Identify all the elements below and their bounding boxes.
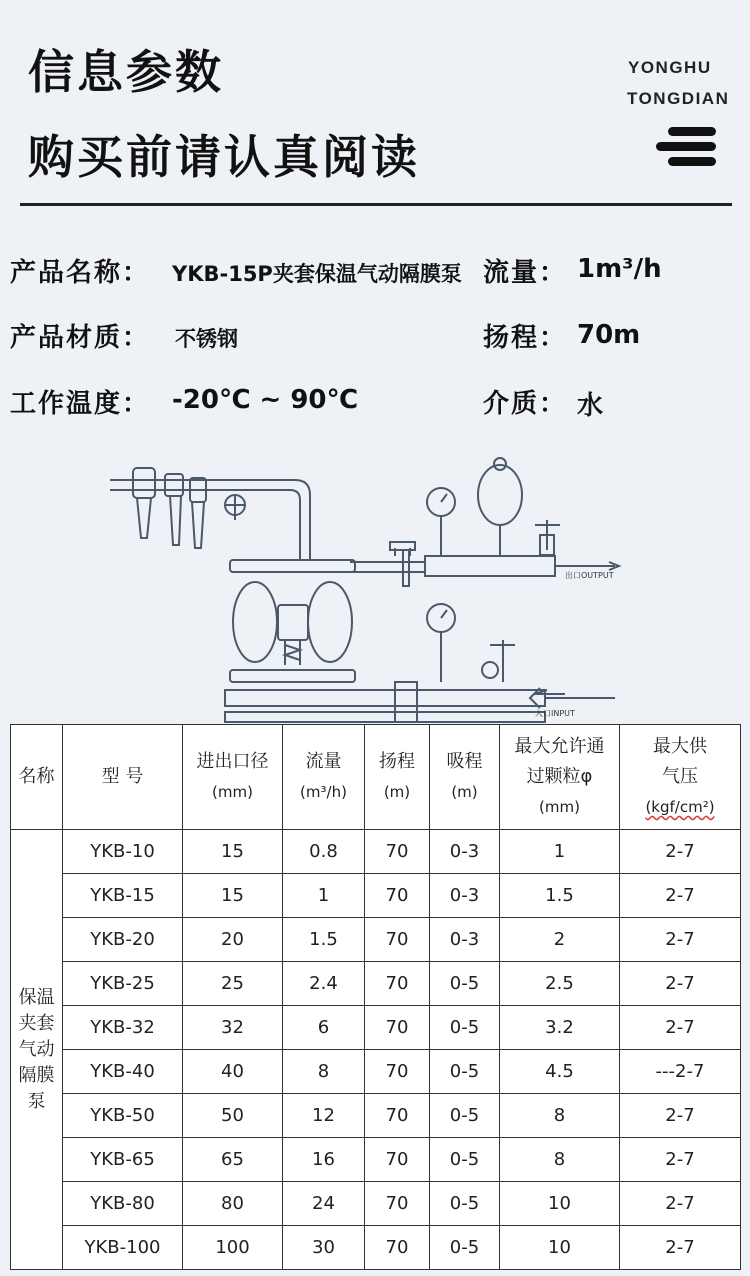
header-model: 型 号 (63, 725, 183, 830)
cell-air: 2-7 (620, 962, 741, 1006)
cell-flow: 0.8 (283, 830, 365, 874)
cell-model: YKB-10 (63, 830, 183, 874)
header-head: 扬程 (m) (365, 725, 430, 830)
cell-suction: 0-5 (430, 1226, 500, 1270)
table-row (11, 1226, 741, 1270)
cell-inlet: 32 (183, 1006, 283, 1050)
medium-value: 水 (577, 391, 604, 421)
cell-inlet: 65 (183, 1138, 283, 1182)
page-title-line1: 信息参数 (28, 45, 224, 99)
cell-air: 2-7 (620, 1094, 741, 1138)
cell-particle: 2.5 (500, 962, 620, 1006)
cell-air: ---2-7 (620, 1050, 741, 1094)
cell-particle: 3.2 (500, 1006, 620, 1050)
head-value: 70m (577, 320, 641, 350)
flow-label: 流量： (483, 258, 568, 288)
cell-air: 2-7 (620, 1006, 741, 1050)
material-value: 不锈钢 (175, 327, 238, 351)
cell-head: 70 (365, 874, 430, 918)
cell-head: 70 (365, 1094, 430, 1138)
header-air-pressure: 最大供 气压 (kgf/cm²) (620, 725, 741, 830)
cell-flow: 12 (283, 1094, 365, 1138)
cell-suction: 0-5 (430, 962, 500, 1006)
cell-suction: 0-5 (430, 1094, 500, 1138)
product-name-value: YKB-15P夹套保温气动隔膜泵 (172, 262, 462, 286)
cell-flow: 1.5 (283, 918, 365, 962)
cell-suction: 0-3 (430, 918, 500, 962)
cell-air: 2-7 (620, 1138, 741, 1182)
temperature-label: 工作温度： (10, 389, 151, 419)
cell-flow: 16 (283, 1138, 365, 1182)
cell-head: 70 (365, 962, 430, 1006)
table-header-row (11, 725, 741, 830)
cell-particle: 8 (500, 1094, 620, 1138)
cell-particle: 1.5 (500, 874, 620, 918)
table-row (11, 1138, 741, 1182)
pump-installation-diagram (95, 450, 655, 728)
table-row (11, 918, 741, 962)
cell-air: 2-7 (620, 830, 741, 874)
cell-flow: 30 (283, 1226, 365, 1270)
temperature-value: -20℃ ~ 90℃ (172, 385, 359, 415)
table-row (11, 874, 741, 918)
head-label: 扬程： (483, 323, 568, 353)
cell-head: 70 (365, 1226, 430, 1270)
cell-suction: 0-3 (430, 874, 500, 918)
cell-particle: 1 (500, 830, 620, 874)
cell-model: YKB-25 (63, 962, 183, 1006)
brand-name-line2: TONGDIAN (627, 89, 730, 108)
cell-head: 70 (365, 1050, 430, 1094)
category-cell: 保温夹套气动隔膜泵 (11, 830, 63, 1270)
table-row (11, 962, 741, 1006)
cell-suction: 0-5 (430, 1182, 500, 1226)
header-flow: 流量 (m³/h) (283, 725, 365, 830)
cell-head: 70 (365, 830, 430, 874)
table-row (11, 1006, 741, 1050)
cell-model: YKB-15 (63, 874, 183, 918)
cell-air: 2-7 (620, 918, 741, 962)
input-label: 入口INPUT (535, 709, 575, 718)
cell-particle: 2 (500, 918, 620, 962)
cell-inlet: 50 (183, 1094, 283, 1138)
cell-inlet: 40 (183, 1050, 283, 1094)
cell-inlet: 15 (183, 830, 283, 874)
cell-inlet: 100 (183, 1226, 283, 1270)
header-divider (20, 203, 732, 206)
cell-suction: 0-5 (430, 1050, 500, 1094)
cell-model: YKB-80 (63, 1182, 183, 1226)
cell-air: 2-7 (620, 1182, 741, 1226)
brand-name-line1: YONGHU (628, 58, 712, 77)
hamburger-icon (656, 124, 720, 170)
cell-suction: 0-3 (430, 830, 500, 874)
spec-table (10, 724, 741, 1270)
material-label: 产品材质： (10, 323, 151, 353)
cell-model: YKB-65 (63, 1138, 183, 1182)
table-row (11, 830, 741, 874)
cell-flow: 8 (283, 1050, 365, 1094)
output-label: 出口OUTPUT (565, 571, 614, 580)
table-row (11, 1050, 741, 1094)
cell-head: 70 (365, 1182, 430, 1226)
cell-flow: 2.4 (283, 962, 365, 1006)
header-particle: 最大允许通 过颗粒φ (mm) (500, 725, 620, 830)
cell-flow: 1 (283, 874, 365, 918)
table-row (11, 1094, 741, 1138)
cell-flow: 6 (283, 1006, 365, 1050)
cell-model: YKB-50 (63, 1094, 183, 1138)
cell-particle: 10 (500, 1226, 620, 1270)
table-row (11, 1182, 741, 1226)
product-name-label: 产品名称： (10, 258, 151, 288)
cell-flow: 24 (283, 1182, 365, 1226)
cell-model: YKB-20 (63, 918, 183, 962)
cell-head: 70 (365, 918, 430, 962)
cell-head: 70 (365, 1138, 430, 1182)
cell-particle: 10 (500, 1182, 620, 1226)
cell-particle: 4.5 (500, 1050, 620, 1094)
cell-suction: 0-5 (430, 1006, 500, 1050)
cell-head: 70 (365, 1006, 430, 1050)
cell-model: YKB-32 (63, 1006, 183, 1050)
cell-inlet: 80 (183, 1182, 283, 1226)
cell-particle: 8 (500, 1138, 620, 1182)
header-inlet: 进出口径 (mm) (183, 725, 283, 830)
cell-inlet: 25 (183, 962, 283, 1006)
cell-suction: 0-5 (430, 1138, 500, 1182)
cell-inlet: 15 (183, 874, 283, 918)
cell-air: 2-7 (620, 1226, 741, 1270)
header-suction: 吸程 (m) (430, 725, 500, 830)
cell-air: 2-7 (620, 874, 741, 918)
flow-value: 1m³/h (577, 254, 662, 284)
cell-model: YKB-40 (63, 1050, 183, 1094)
medium-label: 介质： (483, 389, 568, 419)
cell-inlet: 20 (183, 918, 283, 962)
header-name: 名称 (11, 725, 63, 830)
cell-model: YKB-100 (63, 1226, 183, 1270)
page-title-line2: 购买前请认真阅读 (28, 130, 420, 184)
